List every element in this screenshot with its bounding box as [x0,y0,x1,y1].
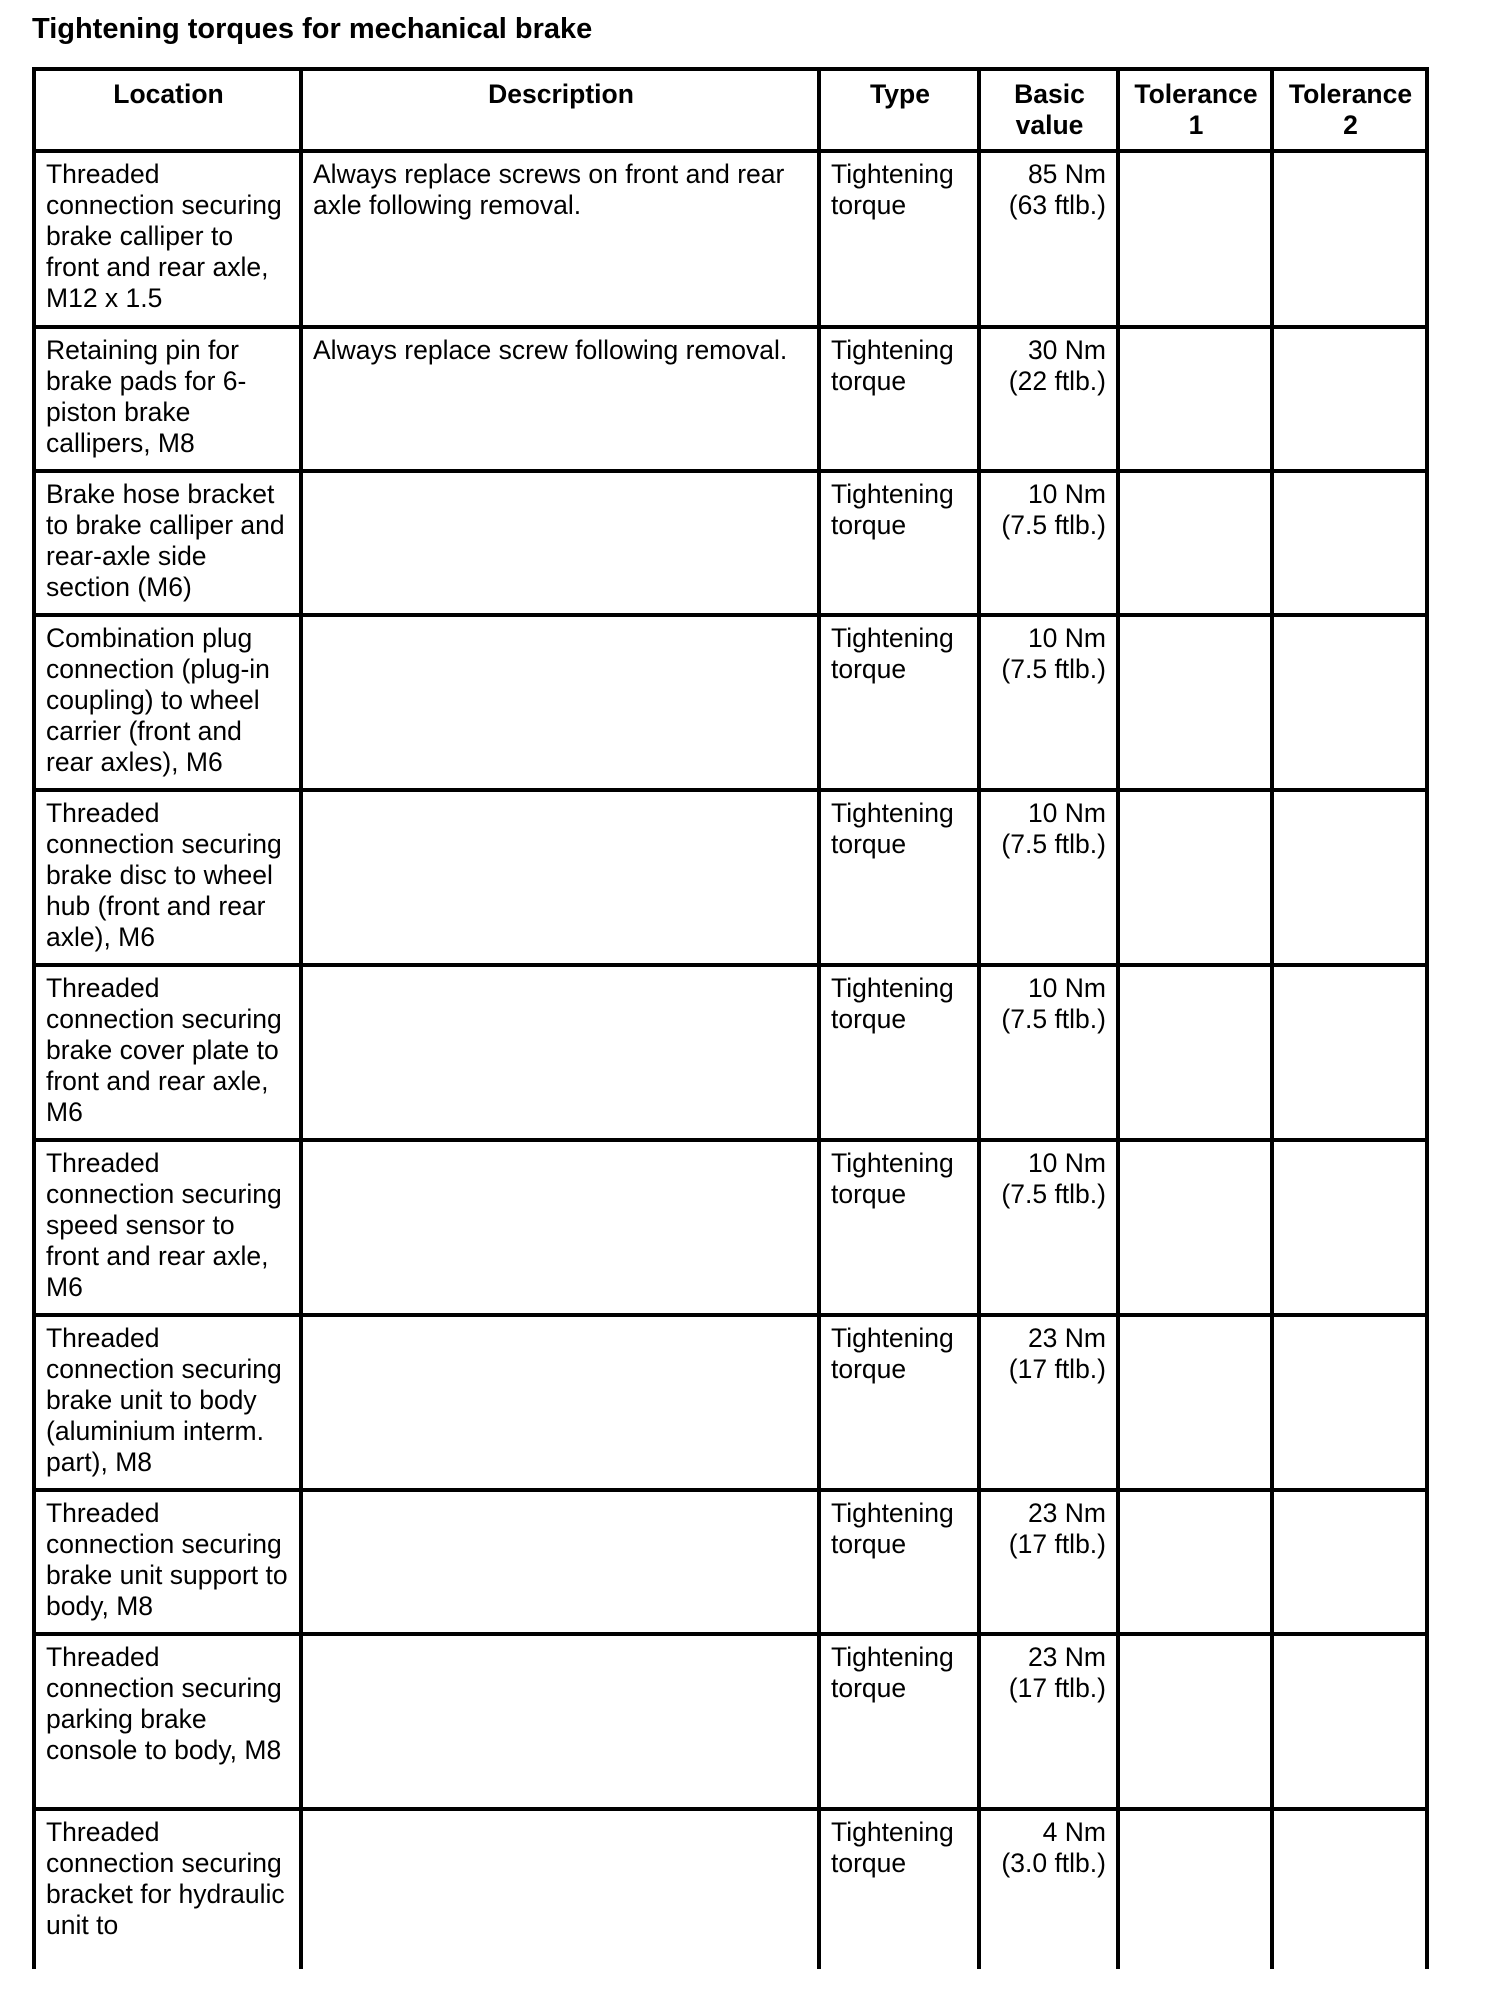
value-ftlb: (17 ftlb.) [1008,1354,1106,1384]
table-row [34,151,1427,327]
cell-type: Tightening torque [819,615,979,790]
torque-table [32,67,1429,1969]
cell-tolerance-2 [1272,151,1427,327]
cell-type: Tightening torque [819,1140,979,1315]
cell-description [301,1490,819,1634]
table-row [34,327,1427,471]
table-row [34,471,1427,615]
cell-tolerance-1 [1118,1315,1272,1490]
cell-basic-value [979,1809,1118,1969]
value-ftlb: (7.5 ftlb.) [1001,510,1106,540]
value-ftlb: (22 ftlb.) [1008,366,1106,396]
cell-basic-value [979,151,1118,327]
cell-description [301,790,819,965]
value-ftlb: (7.5 ftlb.) [1001,1004,1106,1034]
value-nm: 4 Nm [1042,1817,1106,1847]
cell-tolerance-2 [1272,1634,1427,1809]
cell-basic-value [979,790,1118,965]
value-nm: 10 Nm [1027,973,1106,1003]
header-tolerance-2-line1: Tolerance [1288,79,1413,109]
cell-location: Threaded connection securing speed sensor to front and rear axle, M6 [34,1140,301,1315]
page-title: Tightening torques for mechanical brake [32,13,593,45]
header-tolerance-1 [1118,69,1272,151]
value-nm: 10 Nm [1027,479,1106,509]
cell-tolerance-2 [1272,615,1427,790]
header-tolerance-2 [1272,69,1427,151]
cell-tolerance-2 [1272,1315,1427,1490]
cell-location: Threaded connection securing brake disc to wheel hub (front and rear axle), M6 [34,790,301,965]
value-nm: 10 Nm [1027,798,1106,828]
cell-description: Always replace screws on front and rear axle following removal. [301,151,819,327]
table-row [34,965,1427,1140]
value-ftlb: (7.5 ftlb.) [1001,654,1106,684]
cell-basic-value [979,1140,1118,1315]
cell-tolerance-2 [1272,1809,1427,1969]
header-basic-value [979,69,1118,151]
cell-type: Tightening torque [819,1634,979,1809]
value-nm: 23 Nm [1027,1498,1106,1528]
cell-tolerance-1 [1118,965,1272,1140]
cell-location: Threaded connection securing parking brake console to body, M8 [34,1634,301,1809]
cell-description [301,965,819,1140]
cell-type: Tightening torque [819,1490,979,1634]
table-row [34,1809,1427,1969]
table-row [34,615,1427,790]
cell-tolerance-2 [1272,790,1427,965]
cell-tolerance-1 [1118,151,1272,327]
cell-tolerance-1 [1118,615,1272,790]
cell-type: Tightening torque [819,965,979,1140]
header-tolerance-1-line2: 1 [1188,110,1204,140]
cell-basic-value [979,1315,1118,1490]
table-row [34,1315,1427,1490]
cell-tolerance-1 [1118,1140,1272,1315]
table-row [34,790,1427,965]
cell-tolerance-2 [1272,327,1427,471]
cell-location: Threaded connection securing brake cover plate to front and rear axle, M6 [34,965,301,1140]
cell-description [301,1315,819,1490]
table-row [34,1140,1427,1315]
cell-tolerance-2 [1272,1140,1427,1315]
header-tolerance-2-line2: 2 [1343,110,1358,140]
cell-tolerance-1 [1118,790,1272,965]
cell-tolerance-1 [1118,471,1272,615]
table-body [34,151,1427,1969]
value-ftlb: (3.0 ftlb.) [1001,1848,1106,1878]
value-ftlb: (63 ftlb.) [1008,190,1106,220]
cell-location: Brake hose bracket to brake calliper and rear-axle side section (M6) [34,471,301,615]
cell-description [301,1634,819,1809]
value-ftlb: (7.5 ftlb.) [1001,1179,1106,1209]
cell-description [301,615,819,790]
table-row [34,1634,1427,1809]
cell-basic-value [979,1634,1118,1809]
table-header [34,69,1427,151]
cell-location: Threaded connection securing brake unit support to body, M8 [34,1490,301,1634]
cell-type: Tightening torque [819,790,979,965]
value-ftlb: (17 ftlb.) [1008,1673,1106,1703]
table-row [34,1490,1427,1634]
cell-type: Tightening torque [819,1809,979,1969]
cell-location: Threaded connection securing brake unit to body (aluminium interm. part), M8 [34,1315,301,1490]
header-location: Location [34,69,301,151]
cell-basic-value [979,965,1118,1140]
header-row [34,69,1427,151]
cell-location: Combination plug connection (plug-in coupling) to wheel carrier (front and rear axles), M6 [34,615,301,790]
cell-description [301,471,819,615]
value-ftlb: (7.5 ftlb.) [1001,829,1106,859]
cell-tolerance-2 [1272,471,1427,615]
cell-description [301,1809,819,1969]
value-ftlb: (17 ftlb.) [1008,1529,1106,1559]
cell-type: Tightening torque [819,327,979,471]
cell-tolerance-1 [1118,327,1272,471]
cell-basic-value [979,327,1118,471]
cell-description: Always replace screw following removal. [301,327,819,471]
cell-basic-value [979,615,1118,790]
cell-type: Tightening torque [819,471,979,615]
cell-basic-value [979,1490,1118,1634]
header-type: Type [819,69,979,151]
value-nm: 23 Nm [1027,1323,1106,1353]
cell-tolerance-1 [1118,1809,1272,1969]
cell-description [301,1140,819,1315]
header-basic-value-line2: value [1015,110,1084,140]
cell-location: Retaining pin for brake pads for 6-piston brake callipers, M8 [34,327,301,471]
value-nm: 10 Nm [1027,1148,1106,1178]
value-nm: 30 Nm [1027,335,1106,365]
header-tolerance-1-line1: Tolerance [1134,79,1258,109]
cell-tolerance-2 [1272,1490,1427,1634]
value-nm: 10 Nm [1027,623,1106,653]
cell-type: Tightening torque [819,151,979,327]
header-description: Description [301,69,819,151]
cell-location: Threaded connection securing brake calliper to front and rear axle, M12 x 1.5 [34,151,301,327]
cell-tolerance-1 [1118,1490,1272,1634]
header-basic-value-line1: Basic [1014,79,1085,109]
value-nm: 85 Nm [1027,159,1106,189]
cell-location: Threaded connection securing bracket for hydraulic unit to [34,1809,301,1969]
value-nm: 23 Nm [1027,1642,1106,1672]
cell-tolerance-1 [1118,1634,1272,1809]
cell-tolerance-2 [1272,965,1427,1140]
cell-basic-value [979,471,1118,615]
cell-type: Tightening torque [819,1315,979,1490]
